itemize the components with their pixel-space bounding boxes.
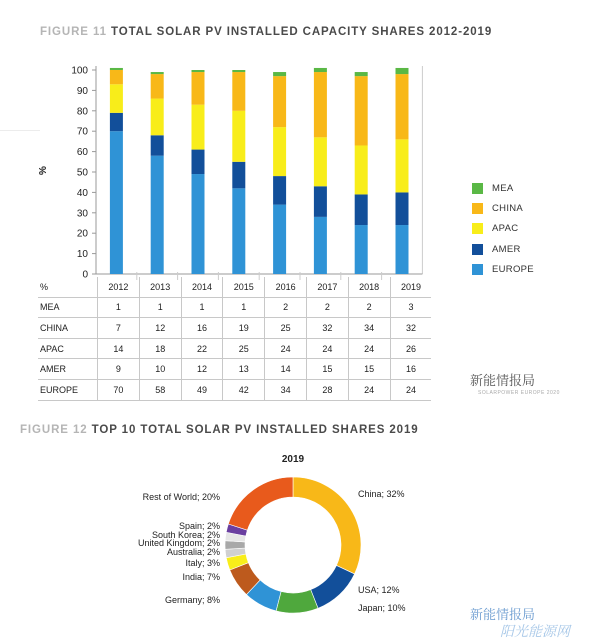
bar-segment-europe-2019 [396,225,409,274]
bar-segment-china-2014 [192,72,205,105]
bar-segment-china-2018 [355,76,368,145]
bar-segment-amer-2018 [355,194,368,225]
legend-swatch [472,203,483,214]
legend-swatch [472,183,483,194]
watermark-brand-2: 新能情报局 [470,607,536,622]
donut-label: USA; 12% [358,585,400,595]
bar-segment-china-2013 [151,74,164,98]
donut-label: India; 7% [182,572,220,582]
table-header-row [38,277,431,297]
table-cell: 32 [390,318,431,339]
donut-label: Australia; 2% [166,547,220,557]
bar-segment-mea-2017 [314,68,327,72]
table-cell: 22 [181,338,223,359]
bar-segment-china-2019 [396,74,409,139]
table-cell: 24 [348,379,390,400]
legend-label: AMER [492,243,521,255]
legend-swatch [472,244,483,255]
table-cell: 34 [348,318,390,339]
table-cell: 18 [139,338,181,359]
table-cell: 1 [223,297,265,318]
bar-segment-amer-2015 [232,162,245,189]
bar-segment-amer-2017 [314,186,327,217]
bar-segment-mea-2019 [396,68,409,74]
table-year-header: 2016 [265,277,307,297]
table-row-label: AMER [38,359,98,380]
figure-11-title [40,26,492,38]
table-cell: 12 [181,359,223,380]
table-row-label: APAC [38,338,98,359]
table-row [38,338,431,359]
table-cell: 24 [306,338,348,359]
y-tick-label: 100 [71,65,88,77]
donut-label: Japan; 10% [358,603,406,613]
bar-segment-europe-2012 [110,131,123,274]
table-row [38,379,431,400]
table-row [38,318,431,339]
y-tick-label: 10 [76,249,88,261]
donut-label: Italy; 3% [185,558,220,568]
bar-segment-amer-2012 [110,113,123,131]
donut-label: China; 32% [358,489,405,499]
bar-segment-mea-2013 [151,72,164,74]
table-row [38,359,431,380]
y-tick-label: 40 [76,187,88,199]
table-cell: 28 [306,379,348,400]
legend-item-amer [472,239,534,259]
y-tick-label: 50 [76,167,88,179]
donut-slice-usa [311,565,355,608]
table-year-header: 2013 [139,277,181,297]
table-year-header: 2015 [223,277,265,297]
table-corner-cell: % [38,277,98,297]
table-cell: 58 [139,379,181,400]
legend-label: CHINA [492,202,524,214]
table-cell: 49 [181,379,223,400]
table-cell: 1 [98,297,140,318]
bar-segment-mea-2015 [232,70,245,72]
y-axis-label: % [38,166,49,175]
table-cell: 34 [265,379,307,400]
table-cell: 15 [348,359,390,380]
table-cell: 25 [265,318,307,339]
table-cell: 2 [265,297,307,318]
chart-legend [472,178,534,279]
donut-slice-japan [276,590,318,613]
table-cell: 24 [265,338,307,359]
bar-segment-china-2017 [314,72,327,137]
bar-segment-mea-2014 [192,70,205,72]
table-row-label: CHINA [38,318,98,339]
bar-segment-europe-2014 [192,174,205,274]
table-cell: 10 [139,359,181,380]
donut-label: Spain; 2% [178,521,220,531]
bar-segment-apac-2017 [314,137,327,186]
y-tick-label: 30 [76,208,88,220]
figure-11-number: FIGURE 11 [40,26,107,38]
bar-segment-amer-2014 [192,150,205,174]
table-cell: 12 [139,318,181,339]
bar-segment-apac-2014 [192,105,205,150]
table-year-header: 2017 [306,277,348,297]
table-cell: 24 [390,379,431,400]
data-table [38,277,431,401]
bar-segment-apac-2015 [232,111,245,162]
table-cell: 14 [265,359,307,380]
donut-slice-china [293,477,361,574]
legend-swatch [472,223,483,234]
donut-slice-rest-of-world [228,477,293,530]
legend-item-mea [472,178,534,198]
table-cell: 70 [98,379,140,400]
table-cell: 26 [390,338,431,359]
table-cell: 1 [139,297,181,318]
bar-segment-amer-2013 [151,135,164,155]
bar-segment-mea-2018 [355,72,368,76]
donut-label: United Kingdom; 2% [137,538,220,548]
donut-label: Rest of World; 20% [142,492,220,502]
table-cell: 15 [306,359,348,380]
watermark-brand: 新能情报局 [470,373,536,388]
table-cell: 24 [348,338,390,359]
y-tick-label: 80 [76,106,88,118]
table-year-header: 2014 [181,277,223,297]
donut-label: Germany; 8% [164,595,220,605]
table-cell: 16 [390,359,431,380]
legend-label: APAC [492,223,519,235]
table-row-label: EUROPE [38,379,98,400]
table-year-header: 2012 [98,277,140,297]
table-year-header: 2018 [348,277,390,297]
y-tick-label: 70 [76,126,88,138]
y-tick-label: 60 [76,147,88,159]
table-row-label: MEA [38,297,98,318]
legend-label: MEA [492,182,514,194]
bar-segment-mea-2016 [273,72,286,76]
bar-segment-china-2016 [273,76,286,127]
table-cell: 3 [390,297,431,318]
bar-segment-europe-2018 [355,225,368,274]
legend-item-china [472,198,534,218]
legend-label: EUROPE [492,263,534,275]
bar-segment-europe-2015 [232,188,245,274]
bar-segment-apac-2012 [110,84,123,113]
bar-segment-china-2012 [110,70,123,84]
watermark-sub: SOLARPOWER EUROPE 2020 [478,390,560,396]
table-cell: 1 [181,297,223,318]
figure-11-heading: TOTAL SOLAR PV INSTALLED CAPACITY SHARES 2012-2019 [111,26,493,38]
table-cell: 9 [98,359,140,380]
bar-segment-apac-2013 [151,99,164,136]
table-cell: 7 [98,318,140,339]
legend-item-apac [472,219,534,239]
donut-label: South Korea; 2% [151,530,220,540]
table-row [38,297,431,318]
legend-swatch [472,264,483,275]
y-tick-label: 0 [82,269,88,280]
bar-segment-apac-2016 [273,127,286,176]
table-cell: 16 [181,318,223,339]
legend-item-europe [472,259,534,279]
table-cell: 13 [223,359,265,380]
y-tick-label: 20 [76,228,88,240]
table-cell: 42 [223,379,265,400]
bar-segment-apac-2019 [396,139,409,192]
table-cell: 14 [98,338,140,359]
bar-segment-apac-2018 [355,145,368,194]
bar-segment-china-2015 [232,72,245,111]
bar-segment-europe-2017 [314,217,327,274]
bar-segment-europe-2013 [151,156,164,274]
bar-segment-amer-2016 [273,176,286,205]
table-cell: 19 [223,318,265,339]
donut-title: 2019 [281,454,305,465]
y-tick-label: 90 [76,85,88,97]
watermark-brand-3: 阳光能源网 [500,623,570,639]
bar-segment-mea-2012 [110,68,123,70]
figure-12-title [20,424,419,436]
figure-12-number: FIGURE 12 [20,424,88,436]
table-cell: 2 [348,297,390,318]
bar-segment-europe-2016 [273,205,286,274]
table-year-header: 2019 [390,277,431,297]
table-cell: 32 [306,318,348,339]
table-cell: 25 [223,338,265,359]
figure-12-heading: TOP 10 TOTAL SOLAR PV INSTALLED SHARES 2019 [91,424,419,436]
bar-segment-amer-2019 [396,192,409,225]
table-cell: 2 [306,297,348,318]
